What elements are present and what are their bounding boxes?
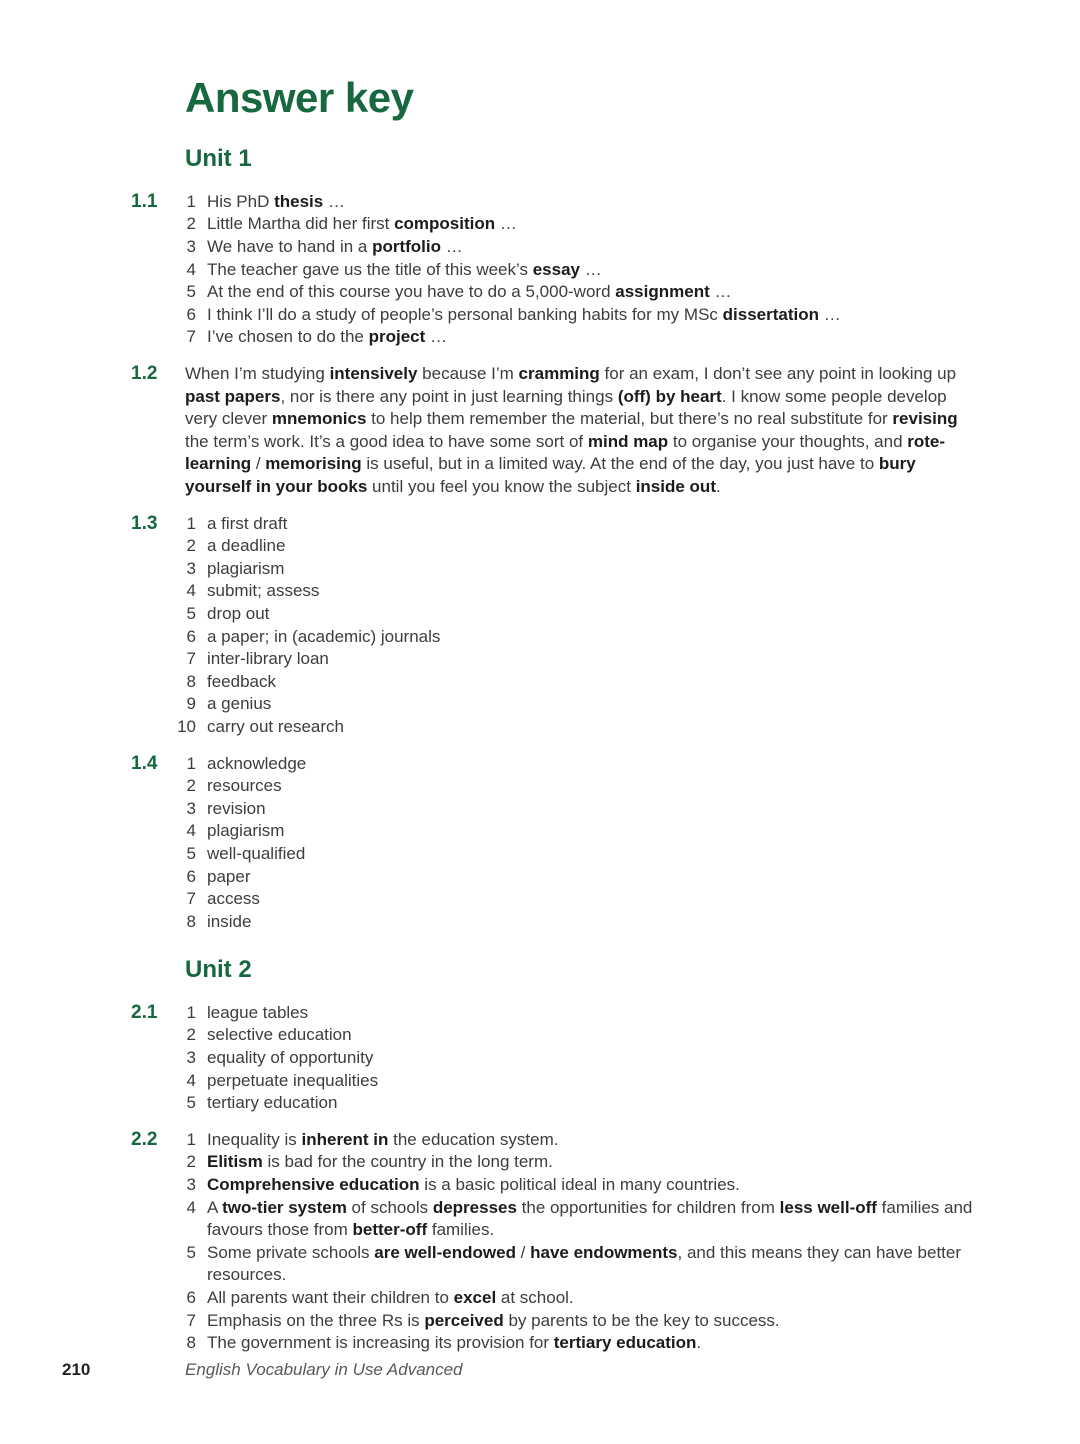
text-run: a deadline [207, 536, 286, 556]
answer-term: perceived [424, 1310, 504, 1330]
exercise-section [0, 191, 1080, 349]
answer-item-number: 2 [186, 1025, 196, 1045]
answer-item-number: 3 [186, 237, 196, 257]
answer-item-number: 8 [186, 911, 196, 931]
text-run: carry out research [207, 716, 344, 736]
text-run: of schools [346, 1197, 433, 1217]
answer-item-number: 7 [186, 889, 196, 909]
answer-item-number: 1 [186, 1002, 196, 1022]
text-run: . [715, 477, 721, 497]
answer-item-number: 1 [186, 191, 196, 211]
answer-term: (off) by heart [617, 386, 722, 406]
text-run: inter-library loan [207, 649, 329, 669]
answer-item-number: 4 [186, 259, 196, 279]
text-run: because I’m [417, 364, 519, 384]
answer-item [174, 1151, 974, 1174]
answer-item [174, 671, 974, 694]
answer-item [174, 1129, 974, 1152]
answer-term: composition [394, 214, 496, 234]
answer-item [174, 535, 974, 558]
answer-term: mnemonics [271, 409, 367, 429]
text-run: … [709, 282, 732, 302]
answer-item-number: 1 [186, 513, 196, 533]
text-run: the term’s work. It’s a good idea to have some sort of [185, 431, 588, 451]
answer-item-number: 2 [186, 214, 196, 234]
text-run: plagiarism [207, 558, 285, 578]
answer-item [174, 888, 974, 911]
text-run: … [425, 327, 448, 347]
exercise-answers [174, 513, 974, 739]
exercise-number: 2.2 [131, 1128, 158, 1150]
answer-item [174, 259, 974, 282]
answer-item [174, 843, 974, 866]
answer-item [174, 558, 974, 581]
answer-term: depresses [432, 1197, 517, 1217]
text-run: to organise your thoughts, and [668, 431, 908, 451]
text-run: families. [427, 1220, 495, 1240]
answer-item [174, 866, 974, 889]
text-run: … [323, 191, 345, 211]
text-run: until you feel you know the subject [367, 477, 636, 497]
answer-term: mind map [587, 431, 669, 451]
answer-term: tertiary education [553, 1333, 697, 1353]
text-run: to help them remember the material, but there’s no real substitute for [366, 409, 893, 429]
text-run: families and favours those from [207, 1197, 973, 1240]
text-run: … [819, 304, 841, 324]
answer-item-number: 6 [186, 304, 196, 324]
answer-item-text [196, 1332, 701, 1355]
exercise-section [0, 513, 1080, 739]
answer-item-text [196, 866, 250, 889]
exercise-answers [174, 1129, 974, 1355]
text-run: plagiarism [207, 821, 285, 841]
answer-term: have endowments [530, 1242, 678, 1262]
answer-item [174, 281, 974, 304]
answer-item-text [196, 580, 319, 603]
answer-item-number: 3 [186, 1048, 196, 1068]
answer-item [174, 1242, 974, 1287]
book-title: English Vocabulary in Use Advanced [185, 1360, 463, 1379]
answer-item-text [196, 259, 602, 282]
answer-item-number: 6 [186, 866, 196, 886]
answer-term: past papers [185, 386, 281, 406]
answer-item [174, 1197, 974, 1242]
answer-item-number: 5 [186, 603, 196, 623]
answer-item-number: 2 [186, 536, 196, 556]
answer-term: thesis [274, 191, 324, 211]
answer-item-number: 1 [186, 1129, 196, 1149]
exercise-number: 1.4 [131, 752, 158, 774]
text-run: , and this means they can have better resources. [207, 1242, 962, 1285]
answer-item-number: 2 [186, 1152, 196, 1172]
text-run: . I know some people develop very clever [185, 386, 947, 429]
text-run: … [495, 214, 517, 234]
text-run: equality of opportunity [207, 1048, 374, 1068]
exercise-answers [174, 191, 974, 349]
text-run: tertiary education [207, 1093, 338, 1113]
text-run: perpetuate inequalities [207, 1070, 379, 1090]
answer-item [174, 304, 974, 327]
text-run: All parents want their children to [207, 1288, 454, 1308]
text-run: resources [207, 776, 282, 796]
answer-item-number: 8 [186, 671, 196, 691]
answer-item-text [196, 281, 731, 304]
text-run: The government is increasing its provision for [207, 1333, 554, 1353]
answer-item [174, 513, 974, 536]
answer-item-text [196, 716, 344, 739]
exercise-number: 1.1 [131, 190, 158, 212]
answer-item-text [196, 671, 276, 694]
page-number: 210 [62, 1360, 91, 1379]
answer-item [174, 693, 974, 716]
answer-item-text [196, 753, 306, 776]
answer-item [174, 213, 974, 236]
answer-item-number: 7 [186, 327, 196, 347]
answer-item-number: 5 [186, 282, 196, 302]
answer-item-number: 10 [177, 716, 196, 736]
answer-item-number: 2 [186, 776, 196, 796]
answer-item [174, 626, 974, 649]
answer-item-number: 3 [186, 1175, 196, 1195]
answer-item-text [196, 603, 269, 626]
answer-item-number: 4 [186, 581, 196, 601]
answer-item-text [196, 648, 329, 671]
answer-item [174, 911, 974, 934]
answer-item-number: 6 [186, 1288, 196, 1308]
page-title: Answer key [185, 74, 414, 121]
answer-item [174, 753, 974, 776]
text-run: At the end of this course you have to do a 5,000-word [207, 282, 616, 302]
answer-term: better-off [352, 1220, 428, 1240]
text-run: When I’m studying [185, 364, 330, 384]
exercise-section [0, 363, 1080, 499]
answer-item-number: 7 [186, 649, 196, 669]
text-run: at school. [496, 1288, 574, 1308]
answer-term: Elitism [207, 1152, 263, 1172]
text-run: Some private schools [207, 1242, 375, 1262]
answer-item-text [196, 775, 282, 798]
answer-term: rote-learning [185, 431, 946, 474]
text-run: … [441, 237, 463, 257]
answer-item-text [196, 820, 284, 843]
exercise-section [0, 753, 1080, 934]
answer-item-number: 4 [186, 821, 196, 841]
text-run: , nor is there any point in just learning things [280, 386, 618, 406]
answer-item [174, 798, 974, 821]
text-run: We have to hand in a [207, 237, 373, 257]
answer-item-text [196, 1310, 780, 1333]
answer-item-number: 6 [186, 626, 196, 646]
text-run: A [207, 1197, 223, 1217]
text-run: submit; assess [207, 581, 320, 601]
answer-item [174, 580, 974, 603]
answer-term: dissertation [722, 304, 819, 324]
answer-item [174, 603, 974, 626]
answer-item-text [196, 843, 305, 866]
answer-item-number: 4 [186, 1197, 196, 1217]
answer-item [174, 1287, 974, 1310]
text-run: league tables [207, 1002, 309, 1022]
answer-item-text [196, 1047, 373, 1070]
exercise-section [0, 1129, 1080, 1355]
answer-term: portfolio [372, 237, 441, 257]
answer-term: essay [532, 259, 580, 279]
text-run: well-qualified [207, 843, 306, 863]
answer-term: less well-off [779, 1197, 877, 1217]
answer-item-number: 1 [186, 753, 196, 773]
answer-item-text [196, 1129, 559, 1152]
exercise-number: 1.2 [131, 363, 158, 385]
answer-item-text [196, 304, 841, 327]
text-run: feedback [207, 671, 276, 691]
answer-item-number: 8 [186, 1333, 196, 1353]
text-run: is bad for the country in the long term. [262, 1152, 553, 1172]
answer-item-number: 3 [186, 558, 196, 578]
answer-term: inherent in [301, 1129, 389, 1149]
answer-item [174, 1174, 974, 1197]
answer-item [174, 820, 974, 843]
text-run: a paper; in (academic) journals [207, 626, 441, 646]
exercise-number: 2.1 [131, 1001, 158, 1023]
answer-item [174, 648, 974, 671]
answer-item [174, 1332, 974, 1355]
exercise-answers [174, 1002, 974, 1115]
text-run: the education system. [388, 1129, 559, 1149]
answer-item-number: 9 [186, 694, 196, 714]
answer-term: cramming [518, 364, 600, 384]
answer-item-text [196, 191, 345, 214]
answer-item-number: 4 [186, 1070, 196, 1090]
answer-item-text [196, 1024, 352, 1047]
answer-item [174, 1092, 974, 1115]
unit-heading: Unit 1 [185, 145, 252, 173]
answer-item [174, 775, 974, 798]
text-run: is a basic political ideal in many countries. [419, 1175, 740, 1195]
text-run: a first draft [207, 513, 288, 533]
answer-key-content [0, 145, 1080, 1355]
text-run: Little Martha did her first [207, 214, 395, 234]
answer-item [174, 1070, 974, 1093]
answer-item [174, 1002, 974, 1025]
answer-term: are well-endowed [374, 1242, 516, 1262]
answer-item [174, 1310, 974, 1333]
text-run: Inequality is [207, 1129, 302, 1149]
text-run: I’ve chosen to do the [207, 327, 369, 347]
answer-item-text [196, 1174, 740, 1197]
text-run: inside [207, 911, 252, 931]
answer-item-text [196, 236, 463, 259]
text-run: . [696, 1333, 702, 1353]
text-run: / [515, 1242, 531, 1262]
answer-item-text [196, 911, 251, 934]
answer-item-text [196, 626, 440, 649]
answer-term: assignment [615, 282, 710, 302]
answer-item-text [196, 1242, 974, 1287]
text-run: for an exam, I don’t see any point in looking up [599, 364, 957, 384]
text-run: the opportunities for children from [516, 1197, 780, 1217]
answer-item-text [196, 326, 447, 349]
answer-item-number: 7 [186, 1310, 196, 1330]
exercise-number: 1.3 [131, 512, 158, 534]
text-run: revision [207, 798, 266, 818]
answer-item-text [196, 535, 285, 558]
text-run: I think I’ll do a study of people’s personal banking habits for my MSc [207, 304, 723, 324]
answer-item-text [196, 1151, 553, 1174]
exercise-section [0, 1002, 1080, 1115]
text-run: access [207, 889, 260, 909]
text-run: The teacher gave us the title of this week’s [207, 259, 533, 279]
answer-term: intensively [329, 364, 418, 384]
answer-item-text [196, 1197, 974, 1242]
answer-term: inside out [635, 477, 716, 497]
answer-item-number: 5 [186, 1242, 196, 1262]
answer-term: excel [453, 1288, 497, 1308]
answer-term: bury yourself in your books [185, 454, 916, 497]
exercise-answers [174, 753, 974, 934]
text-run: selective education [207, 1025, 352, 1045]
answer-item [174, 191, 974, 214]
answer-item-text [196, 1092, 337, 1115]
answer-item [174, 1024, 974, 1047]
answer-item [174, 236, 974, 259]
text-run: paper [207, 866, 251, 886]
text-run: by parents to be the key to success. [503, 1310, 780, 1330]
text-run: is useful, but in a limited way. At the end of the day, you just have to [361, 454, 879, 474]
answer-item-text [196, 558, 284, 581]
answer-paragraph [174, 363, 974, 499]
answer-term: memorising [265, 454, 362, 474]
answer-term: project [368, 327, 426, 347]
answer-item-text [196, 693, 271, 716]
answer-item-number: 5 [186, 843, 196, 863]
text-run: a genius [207, 694, 272, 714]
answer-item [174, 1047, 974, 1070]
answer-item [174, 716, 974, 739]
answer-term: Comprehensive education [207, 1175, 420, 1195]
answer-item-text [196, 513, 287, 536]
text-run: drop out [207, 603, 270, 623]
answer-term: two-tier system [222, 1197, 347, 1217]
text-run: / [251, 454, 266, 474]
answer-item-text [196, 213, 517, 236]
answer-item-number: 5 [186, 1093, 196, 1113]
answer-item-text [196, 798, 266, 821]
unit-heading: Unit 2 [185, 956, 252, 984]
answer-item-text [196, 1070, 378, 1093]
answer-item-number: 3 [186, 798, 196, 818]
text-run: Emphasis on the three Rs is [207, 1310, 425, 1330]
exercise-answers [174, 363, 974, 499]
text-run: His PhD [207, 191, 275, 211]
answer-term: revising [892, 409, 958, 429]
answer-item-text [196, 1287, 574, 1310]
text-run: … [579, 259, 602, 279]
answer-item-text [196, 1002, 308, 1025]
answer-item-text [196, 888, 260, 911]
answer-item [174, 326, 974, 349]
text-run: acknowledge [207, 753, 307, 773]
